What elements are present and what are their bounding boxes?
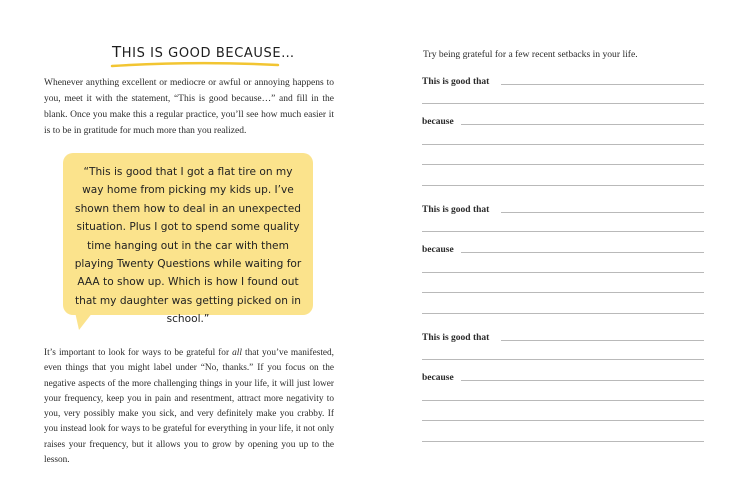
answer-line[interactable]: [422, 272, 704, 273]
title-initial: T: [112, 43, 122, 61]
worksheet-prompt: Try being grateful for a few recent setbacks in your life.: [423, 49, 638, 60]
answer-line[interactable]: [461, 380, 704, 381]
good-that-label: This is good that: [422, 77, 490, 87]
body-emphasis: all: [232, 348, 242, 358]
answer-line[interactable]: [501, 212, 704, 213]
answer-line[interactable]: [461, 124, 704, 125]
intro-paragraph: Whenever anything excellent or mediocre or awful or annoying happens to you, meet it with the statement, “This is good because…” and fill in the blank. Once you make this a regular practice, you’ll see how much easier it is to be in gratitude for much more than you realized.: [44, 78, 334, 136]
page-title: [112, 43, 295, 61]
answer-line[interactable]: [501, 84, 704, 85]
body-paragraph: [44, 346, 334, 468]
because-label: because: [422, 117, 454, 127]
answer-line[interactable]: [422, 400, 704, 401]
because-label: because: [422, 245, 454, 255]
answer-line[interactable]: [422, 313, 704, 314]
answer-line[interactable]: [422, 164, 704, 165]
answer-line[interactable]: [422, 359, 704, 360]
answer-line[interactable]: [422, 441, 704, 442]
body-text-end: that you’ve manifested, even things that you might label under “No, thanks.” If you focus on the negative aspects of the more challenging things in your life, it will just lower your frequency, keep you in pain and resentment, attract more negativity to you, very possibly make you sick, and very definitely make you crabby. If you instead look for ways to be grateful for everything in your life, it not only raises your frequency, but it allows you to grow by opening you up to the lesson.: [44, 348, 335, 466]
answer-line[interactable]: [461, 252, 704, 253]
because-label: because: [422, 373, 454, 383]
good-that-label: This is good that: [422, 333, 490, 343]
quote-text: “This is good that I got a flat tire on my way home from picking my kids up. I’ve shown them how to deal in an unexpected situation. Plus I got to spend some quality time hanging out in the car with them playing Twenty Questions while waiting for AAA to show up. Which is how I found out that my daughter was getting picked on in school.”: [74, 166, 302, 326]
title-underline: [110, 60, 280, 70]
answer-line[interactable]: [422, 420, 704, 421]
answer-line[interactable]: [422, 231, 704, 232]
answer-line[interactable]: [422, 103, 704, 104]
good-that-label: This is good that: [422, 205, 490, 215]
right-page: [375, 0, 750, 500]
title-rest: HIS IS GOOD BECAUSE…: [121, 46, 295, 61]
answer-line[interactable]: [422, 185, 704, 186]
body-text-start: It’s important to look for ways to be grateful for: [44, 348, 233, 358]
answer-line[interactable]: [422, 292, 704, 293]
answer-line[interactable]: [501, 340, 704, 341]
answer-line[interactable]: [422, 144, 704, 145]
